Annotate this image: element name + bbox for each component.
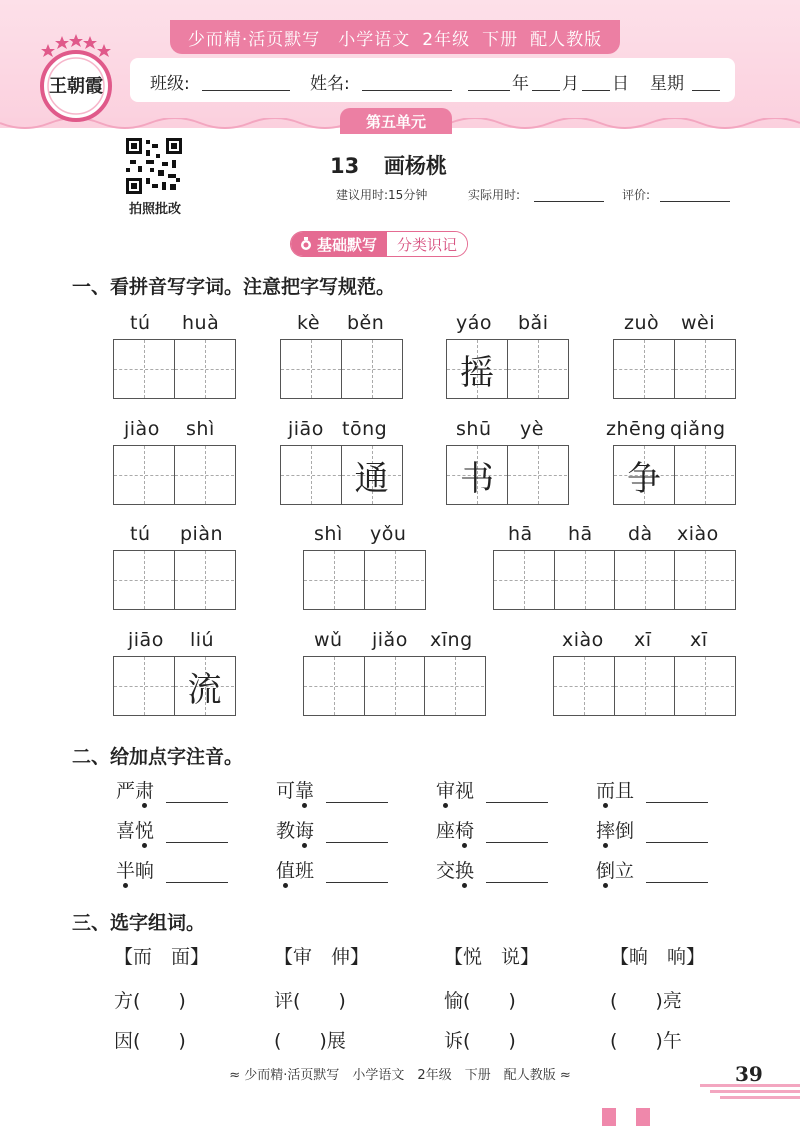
writing-cell[interactable] xyxy=(114,340,174,398)
prefilled-char xyxy=(365,657,424,715)
lesson-name: 画杨桃 xyxy=(383,154,447,178)
prefilled-char xyxy=(675,551,734,609)
dotted-char: 半 xyxy=(116,860,136,882)
dotted-char: 而 xyxy=(596,780,616,802)
weekday-label: 星期 xyxy=(650,74,684,94)
phonetic-word xyxy=(596,776,634,803)
series-strip xyxy=(170,20,620,54)
pinyin-label: hā xyxy=(508,523,533,545)
writing-cell[interactable] xyxy=(174,551,234,609)
dotted-char: 靠 xyxy=(295,780,315,802)
writing-cell[interactable] xyxy=(341,446,401,504)
word-char: 倒 xyxy=(615,820,635,842)
pinyin-label: jiāo xyxy=(288,418,324,440)
phonetic-word xyxy=(276,856,314,883)
writing-cell[interactable] xyxy=(174,340,234,398)
writing-cell[interactable] xyxy=(174,446,234,504)
word-char: 视 xyxy=(455,780,475,802)
phonetic-word xyxy=(596,856,634,883)
fill-word[interactable]: 愉( ) xyxy=(444,990,516,1012)
prefilled-char: 书 xyxy=(460,458,494,499)
lesson-title xyxy=(330,150,447,180)
pinyin-label: zuò xyxy=(624,312,660,334)
name-field[interactable] xyxy=(362,90,452,91)
pinyin-answer-blank[interactable] xyxy=(326,802,388,803)
prefilled-char xyxy=(114,446,174,504)
writing-cell[interactable] xyxy=(614,657,674,715)
writing-cell[interactable] xyxy=(447,340,507,398)
section-pill xyxy=(290,231,468,257)
pinyin-label: liú xyxy=(190,629,215,651)
pinyin-answer-blank[interactable] xyxy=(486,882,548,883)
edition: 配人教版 xyxy=(530,29,603,50)
pinyin-label: yè xyxy=(520,418,544,440)
pinyin-label: huà xyxy=(182,312,220,334)
dotted-char: 换 xyxy=(455,860,475,882)
phonetic-word xyxy=(276,776,314,803)
prefilled-char: 摇 xyxy=(460,352,494,393)
writing-cell[interactable] xyxy=(554,657,614,715)
bottom-mark xyxy=(602,1108,616,1126)
qr-code-icon[interactable] xyxy=(126,138,182,194)
actual-time-field[interactable] xyxy=(534,201,604,202)
pinyin-label: xiào xyxy=(677,523,719,545)
prefilled-char: 通 xyxy=(354,458,389,499)
char-choice-pair: 【审 伸】 xyxy=(274,946,370,968)
dotted-char: 诲 xyxy=(295,820,315,842)
prefilled-char xyxy=(508,446,567,504)
day-field[interactable] xyxy=(582,90,610,91)
writing-grid xyxy=(113,550,236,610)
pinyin-answer-blank[interactable] xyxy=(646,802,708,803)
pinyin-answer-blank[interactable] xyxy=(326,882,388,883)
writing-grid xyxy=(280,445,403,505)
phonetic-word xyxy=(116,776,154,803)
year-label: 年 xyxy=(512,74,529,94)
phonetic-word xyxy=(276,816,314,843)
dotted-char: 悦 xyxy=(135,820,155,842)
term: 下册 xyxy=(482,29,519,50)
section-label: 基础默写 xyxy=(317,235,378,254)
prefilled-char xyxy=(365,551,424,609)
prefilled-char xyxy=(554,657,614,715)
word-char: 喜 xyxy=(116,820,136,842)
dotted-char: 值 xyxy=(276,860,296,882)
prefilled-char xyxy=(615,657,674,715)
prefilled-char xyxy=(304,657,364,715)
dotted-char: 肃 xyxy=(135,780,155,802)
fill-word[interactable]: ( )亮 xyxy=(610,990,682,1012)
q1-title: 一、看拼音写字词。注意把字写规范。 xyxy=(72,276,396,298)
prefilled-char xyxy=(555,551,614,609)
writing-cell[interactable] xyxy=(674,551,734,609)
word-char: 可 xyxy=(276,780,296,802)
word-char: 晌 xyxy=(135,860,155,882)
writing-cell[interactable] xyxy=(364,551,424,609)
lesson-number: 13 xyxy=(330,154,360,178)
weekday-field[interactable] xyxy=(692,90,720,91)
pinyin-label: qiǎng xyxy=(670,418,726,440)
pinyin-label: jiào xyxy=(124,418,160,440)
q3-title: 三、选字组词。 xyxy=(72,912,206,934)
suggested-time: 建议用时:15分钟 xyxy=(336,188,428,202)
pinyin-answer-blank[interactable] xyxy=(166,882,228,883)
brand-logo xyxy=(30,32,122,124)
prefilled-char xyxy=(281,340,341,398)
pinyin-label: xīng xyxy=(430,629,473,651)
writing-cell[interactable] xyxy=(674,657,734,715)
pinyin-label: wèi xyxy=(681,312,716,334)
fill-word[interactable]: ( )午 xyxy=(610,1030,682,1052)
writing-cell[interactable] xyxy=(304,551,364,609)
evaluation-label: 评价: xyxy=(622,188,651,202)
writing-cell[interactable] xyxy=(507,340,567,398)
prefilled-char xyxy=(304,551,364,609)
prefilled-char xyxy=(114,657,174,715)
prefilled-char xyxy=(675,657,734,715)
pinyin-label: jiāo xyxy=(128,629,164,651)
writing-cell[interactable] xyxy=(424,657,484,715)
dotted-char: 椅 xyxy=(455,820,475,842)
pinyin-label: xī xyxy=(634,629,652,651)
series-name: 少而精·活页默写 xyxy=(187,29,321,50)
writing-cell[interactable] xyxy=(554,551,614,609)
pinyin-label: tú xyxy=(130,523,151,545)
dotted-char: 倒 xyxy=(596,860,616,882)
grade: 2年级 xyxy=(422,29,471,50)
writing-cell[interactable] xyxy=(614,340,674,398)
prefilled-char xyxy=(175,551,234,609)
pinyin-label: piàn xyxy=(180,523,224,545)
writing-cell[interactable] xyxy=(674,446,734,504)
writing-cell[interactable] xyxy=(304,657,364,715)
writing-cell[interactable] xyxy=(341,340,401,398)
pinyin-label: shū xyxy=(456,418,492,440)
pinyin-label: yǒu xyxy=(370,523,407,545)
month-label: 月 xyxy=(562,74,579,94)
class-label: 班级: xyxy=(150,74,190,94)
prefilled-char xyxy=(114,551,174,609)
writing-grid xyxy=(613,445,736,505)
prefilled-char xyxy=(175,340,234,398)
pinyin-label: xī xyxy=(690,629,708,651)
pinyin-answer-blank[interactable] xyxy=(166,802,228,803)
writing-grid xyxy=(446,445,569,505)
year-field[interactable] xyxy=(468,90,510,91)
day-label: 日 xyxy=(612,74,629,94)
footer-text: ≈ 少而精·活页默写 小学语文 2年级 下册 配人教版 ≈ xyxy=(229,1068,571,1083)
pinyin-label: hā xyxy=(568,523,593,545)
writing-cell[interactable] xyxy=(447,446,507,504)
writing-cell[interactable] xyxy=(614,446,674,504)
writing-cell[interactable] xyxy=(614,551,674,609)
phonetic-word xyxy=(116,816,154,843)
month-field[interactable] xyxy=(532,90,560,91)
fill-word[interactable]: 方( ) xyxy=(114,990,186,1012)
phonetic-word xyxy=(436,856,474,883)
pinyin-label: běn xyxy=(347,312,385,334)
actual-time-label: 实际用时: xyxy=(468,188,521,202)
prefilled-char xyxy=(675,340,734,398)
prefilled-char xyxy=(615,551,674,609)
name-label: 姓名: xyxy=(310,74,350,94)
fill-word[interactable]: 诉( ) xyxy=(444,1030,516,1052)
writing-grid xyxy=(303,656,486,716)
word-char: 严 xyxy=(116,780,136,802)
writing-grid xyxy=(113,445,236,505)
bottom-mark xyxy=(636,1108,650,1126)
student-info-card xyxy=(130,58,735,102)
class-field[interactable] xyxy=(202,90,290,91)
fill-word[interactable]: 因( ) xyxy=(114,1030,186,1052)
evaluation-field[interactable] xyxy=(660,201,730,202)
prefilled-char xyxy=(508,340,567,398)
prefilled-char: 争 xyxy=(627,458,661,499)
pinyin-answer-blank[interactable] xyxy=(486,802,548,803)
qr-label: 拍照批改 xyxy=(128,202,181,217)
writing-grid xyxy=(280,339,403,399)
writing-grid xyxy=(493,550,736,610)
pinyin-label: tōng xyxy=(342,418,388,440)
phonetic-word xyxy=(436,816,474,843)
prefilled-char xyxy=(114,340,174,398)
dotted-char: 摔 xyxy=(596,820,616,842)
writing-cell[interactable] xyxy=(281,340,341,398)
prefilled-char xyxy=(425,657,484,715)
page-number: 39 xyxy=(735,1062,763,1086)
word-char: 且 xyxy=(615,780,635,802)
writing-grid xyxy=(446,339,569,399)
writing-grid xyxy=(613,339,736,399)
pinyin-answer-blank[interactable] xyxy=(646,882,708,883)
phonetic-word xyxy=(596,816,634,843)
unit-tab: 第五单元 xyxy=(340,108,452,134)
fill-word[interactable]: ( )展 xyxy=(274,1030,346,1052)
writing-cell[interactable] xyxy=(114,551,174,609)
writing-grid xyxy=(113,656,236,716)
prefilled-char xyxy=(175,446,234,504)
pinyin-label: bǎi xyxy=(518,312,549,334)
pinyin-label: zhēng xyxy=(606,418,667,440)
pinyin-answer-blank[interactable] xyxy=(166,842,228,843)
writing-cell[interactable] xyxy=(281,446,341,504)
pinyin-label: yáo xyxy=(456,312,493,334)
pinyin-label: shì xyxy=(186,418,215,440)
medal-icon xyxy=(299,237,313,251)
pinyin-label: xiào xyxy=(562,629,604,651)
writing-grid xyxy=(553,656,736,716)
word-char: 交 xyxy=(436,860,456,882)
pinyin-answer-blank[interactable] xyxy=(646,842,708,843)
prefilled-char xyxy=(281,446,341,504)
pinyin-label: dà xyxy=(628,523,653,545)
pinyin-label: jiǎo xyxy=(372,629,408,651)
writing-cell[interactable] xyxy=(494,551,554,609)
writing-cell[interactable] xyxy=(674,340,734,398)
writing-cell[interactable] xyxy=(507,446,567,504)
prefilled-char xyxy=(675,446,734,504)
pinyin-label: tú xyxy=(130,312,151,334)
section-sublabel: 分类识记 xyxy=(387,232,467,256)
pinyin-label: shì xyxy=(314,523,343,545)
word-char: 教 xyxy=(276,820,296,842)
prefilled-char: 流 xyxy=(187,669,222,710)
writing-cell[interactable] xyxy=(114,446,174,504)
prefilled-char xyxy=(342,340,401,398)
writing-cell[interactable] xyxy=(114,657,174,715)
writing-cell[interactable] xyxy=(364,657,424,715)
phonetic-word xyxy=(436,776,474,803)
writing-cell[interactable] xyxy=(174,657,234,715)
pinyin-label: kè xyxy=(297,312,321,334)
fill-word[interactable]: 评( ) xyxy=(274,990,346,1012)
word-char: 座 xyxy=(436,820,456,842)
phonetic-word xyxy=(116,856,154,883)
word-char: 班 xyxy=(295,860,315,882)
prefilled-char xyxy=(494,551,554,609)
char-choice-pair: 【而 面】 xyxy=(114,946,210,968)
char-choice-pair: 【悦 说】 xyxy=(444,946,540,968)
pinyin-label: wǔ xyxy=(314,629,343,651)
dotted-char: 审 xyxy=(436,780,456,802)
writing-grid xyxy=(303,550,426,610)
char-choice-pair: 【晌 响】 xyxy=(610,946,706,968)
logo-text: 王朝霞 xyxy=(49,76,103,97)
subject: 小学语文 xyxy=(338,29,411,50)
pinyin-answer-blank[interactable] xyxy=(486,842,548,843)
word-char: 立 xyxy=(615,860,635,882)
pinyin-answer-blank[interactable] xyxy=(326,842,388,843)
prefilled-char xyxy=(614,340,674,398)
q2-title: 二、给加点字注音。 xyxy=(72,746,244,768)
writing-grid xyxy=(113,339,236,399)
